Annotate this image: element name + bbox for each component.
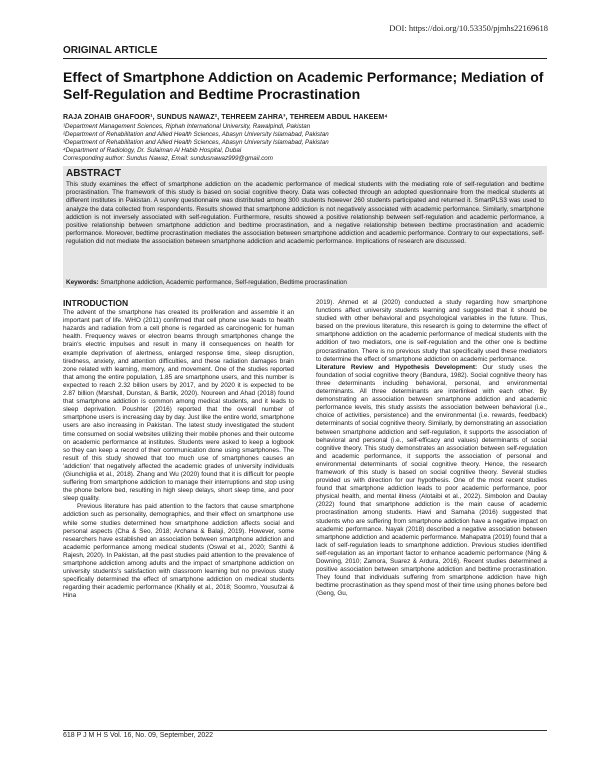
keywords-label: Keywords: <box>66 279 99 286</box>
affiliation-3: ³Department of Rehabilitation and Allied Health Sciences, Abasyn University Islamabad, Pakistan <box>63 139 329 146</box>
affiliation-2: ²Department of Rehabilitation and Allied Health Sciences, Abasyn University Islamabad, Pakistan <box>63 131 329 138</box>
literature-review-heading: Literature Review and Hypothesis Development: <box>316 363 478 371</box>
paper-title: Effect of Smartphone Addiction on Academic Performance; Mediation of Self-Regulation and Bedtime Procrastination <box>63 69 544 102</box>
doi-header[interactable]: DOI: https://doi.org/10.53350/pjmhs22169618 <box>389 23 548 33</box>
keywords-list: Smartphone addiction, Academic performance, Self-regulation, Bedtime procrastination <box>100 279 347 286</box>
affiliation-4: ⁴Department of Radiology, Dr. Sulaiman Al Habib Hospital, Dubai <box>63 147 242 154</box>
authors: RAJA ZOHAIB GHAFOOR¹, SUNDUS NAWAZ², TEHREEM ZAHRA³, TEHREEM ABDUL HAKEEM⁴ <box>63 114 388 121</box>
header-rule <box>63 58 547 59</box>
footer: 618 P J M H S Vol. 16, No. 09, September, 2022 <box>63 732 214 739</box>
intro-paragraph-2: Previous literature has paid attention to the factors that cause smartphone addiction such as personality, demographics, and their effect on smartphone use while some studies determined how smartphone addiction affects social and personal aspects (Cha & Seo, 2018; Archana & Balaji, 2019). However, some researchers have established an association between smartphone addiction and academic performance among medical students (Oswal et al., 2020; Santhi & Rajesh, 2020). In Pakistan, all the past studies paid attention to the prevalence of smartphone addiction among adults and the impact of smartphone addiction on university students's satisfaction with classroom learning but no previous study specifically determined the effect of smartphone addiction on medical students regarding their academic performance (Khalily et al., 2018; Soomro, Yousufzai & Hina <box>63 503 294 600</box>
abstract-heading: ABSTRACT <box>66 168 121 179</box>
footer-rule <box>63 730 547 731</box>
corresponding-author: Corresponding author: Sundus Nawaz, Email: sundusnawaz999@gmail.com <box>63 155 273 162</box>
right-paragraph-1: 2019). Ahmed et al (2020) conducted a study regarding how smartphone functions affect university students learning and suggested that it should be studied with other behavioral and psychological variables in the future. Thus, based on the previous literature, this research is going to determine the effect of smartphone addiction on the academic performance of medical students with the addition of two mediators, one is self-regulation and the other one is bedtime procrastination. There is no previous study that specifically used these mediators to determine the effect of smartphone addiction on academic performance. <box>316 299 547 363</box>
keywords <box>66 279 544 286</box>
intro-paragraph-1: The advent of the smartphone has created its proliferation and assemble it an important part of life. WHO (2011) confirmed that cell phone use leads to health hazards and radiation from a cell phone is regarded as carcinogenic for human health. Frequency waves or electron beams through smartphones change the brain's electric impulses and result in many ill consequences on health for example deprivation of alertness, enlarged response time, sleep disruption, tiredness, anxiety, and attention difficulties, and these radiation damages brain zone related with learning, memory, and movement. One of the studies reported that among the entire population, 1.85 are smartphone users, and this number is expected to reach 2.32 billion users by 2017, and by 2020 it is expected to be 2.87 billion (Marshall, Dunstan, & Bartik, 2020). Noureen and Ahad (2018) found that smartphone addiction is common among medical students, and it leads to sleep deprivation. Poushter (2016) reported that the overall number of smartphone users is increasing day by day. Just like the entire world, smartphone users are also increasing in Pakistan. The latest study investigated the student time consumed on social websites utilizing their mobile phones and their outcome on academic performance at institutes. Students were asked to keep a logbook so they can keep a record of their communication done using smartphones. The result of this study showed that too much use of smartphones causes an 'addiction' that negatively affected the academic grades of university individuals (Giunchiglia et al., 2018). Zhang and Wu (2020) found that it is difficult for people suffering from smartphone addiction to manage their interruptions and stop using the phone before bed, resulting in high sleep delays, short sleep time, and poor sleep quality. <box>63 309 294 503</box>
abstract-body: This study examines the effect of smartphone addiction on the academic performance of medical students with the mediating role of self-regulation and bedtime procrastination. The framework of this study is based on social cognitive theory. Data was collected through an adopted questionnaire from the medical students at different institutes in Pakistan. A survey questionnaire was distributed among 300 students however 260 students participated and returned it. SmartPLS3 was used to analyze the data collected from respondents. Results showed that smartphone addiction is not negatively associated with academic performance. Similarly, smartphone addiction is not inversely associated with self-regulation. Furthermore, results showed a positive relationship between self-regulation and academic performance, a positive relationship between smartphone addiction and bedtime procrastination, and a negative relationship between bedtime procrastination and academic performance. Moreover, bedtime procrastination mediates the association between smartphone addiction and academic performance. Contrary to our expectations, self-regulation did not mediate the association between smartphone addiction and academic performance. Implications of research are discussed. <box>66 181 544 246</box>
affiliation-1: ¹Department Management Sciences, Riphah International University, Rawalpindi, Pakistan <box>63 123 311 130</box>
literature-review-text: Our study uses the foundation of social cognitive theory (Bandura, 1982). Social cognitive theory has three determinants including behavioral, personal, and environmental determinants. All three determinants are interlinked with each other. By demonstrating an association between smartphone addiction and academic performance levels, this study assists the association between behavioral (i.e., choice of activities, persistence) and the environmental (i.e. rewards, feedback) determinants of social cognitive theory. Similarly, by demonstrating an association between smartphone addiction and self-regulation, it supports the association of behavioral and personal (i.e., self-efficacy and values) determinants of social cognitive theory. This study demonstrates an association between self-regulation and academic performance, it supports the association of personal and environmental determinants of social cognitive theory. Hence, the research framework of this study is based on social cognitive theory. Several studies provided us with direction for our hypothesis. One of the most recent studies found that smartphone addiction leads to poor academic performance, poor physical health, and mental illness (Alotaibi et al., 2022). Simbolon and Daulay (2022) found that smartphone addiction is the main cause of academic procrastination among students. Hawi and Samaha (2016) suggested that students who are suffering from smartphone addiction have a negative impact on academic performance. Nayak (2018) described a negative association between smartphone addiction and academic performance. Mahapatra (2019) found that a lack of self-regulation leads to smartphone addiction. Previous studies identified self-regulation as an important factor to enhance academic performance (Ning & Downing, 2010; Zamora, Suarez & Ardura, 2016). Recent studies determined a positive association between smartphone addiction and bedtime procrastination. They found that individuals suffering from smartphone addiction have high bedtime procrastination as they spend most of their time using phones before bed (Geng, Gu, <box>316 363 547 598</box>
right-column <box>316 299 547 598</box>
article-type: ORIGINAL ARTICLE <box>63 45 158 56</box>
left-column <box>63 299 294 600</box>
literature-review-paragraph <box>316 364 547 599</box>
introduction-heading: INTRODUCTION <box>63 298 129 308</box>
